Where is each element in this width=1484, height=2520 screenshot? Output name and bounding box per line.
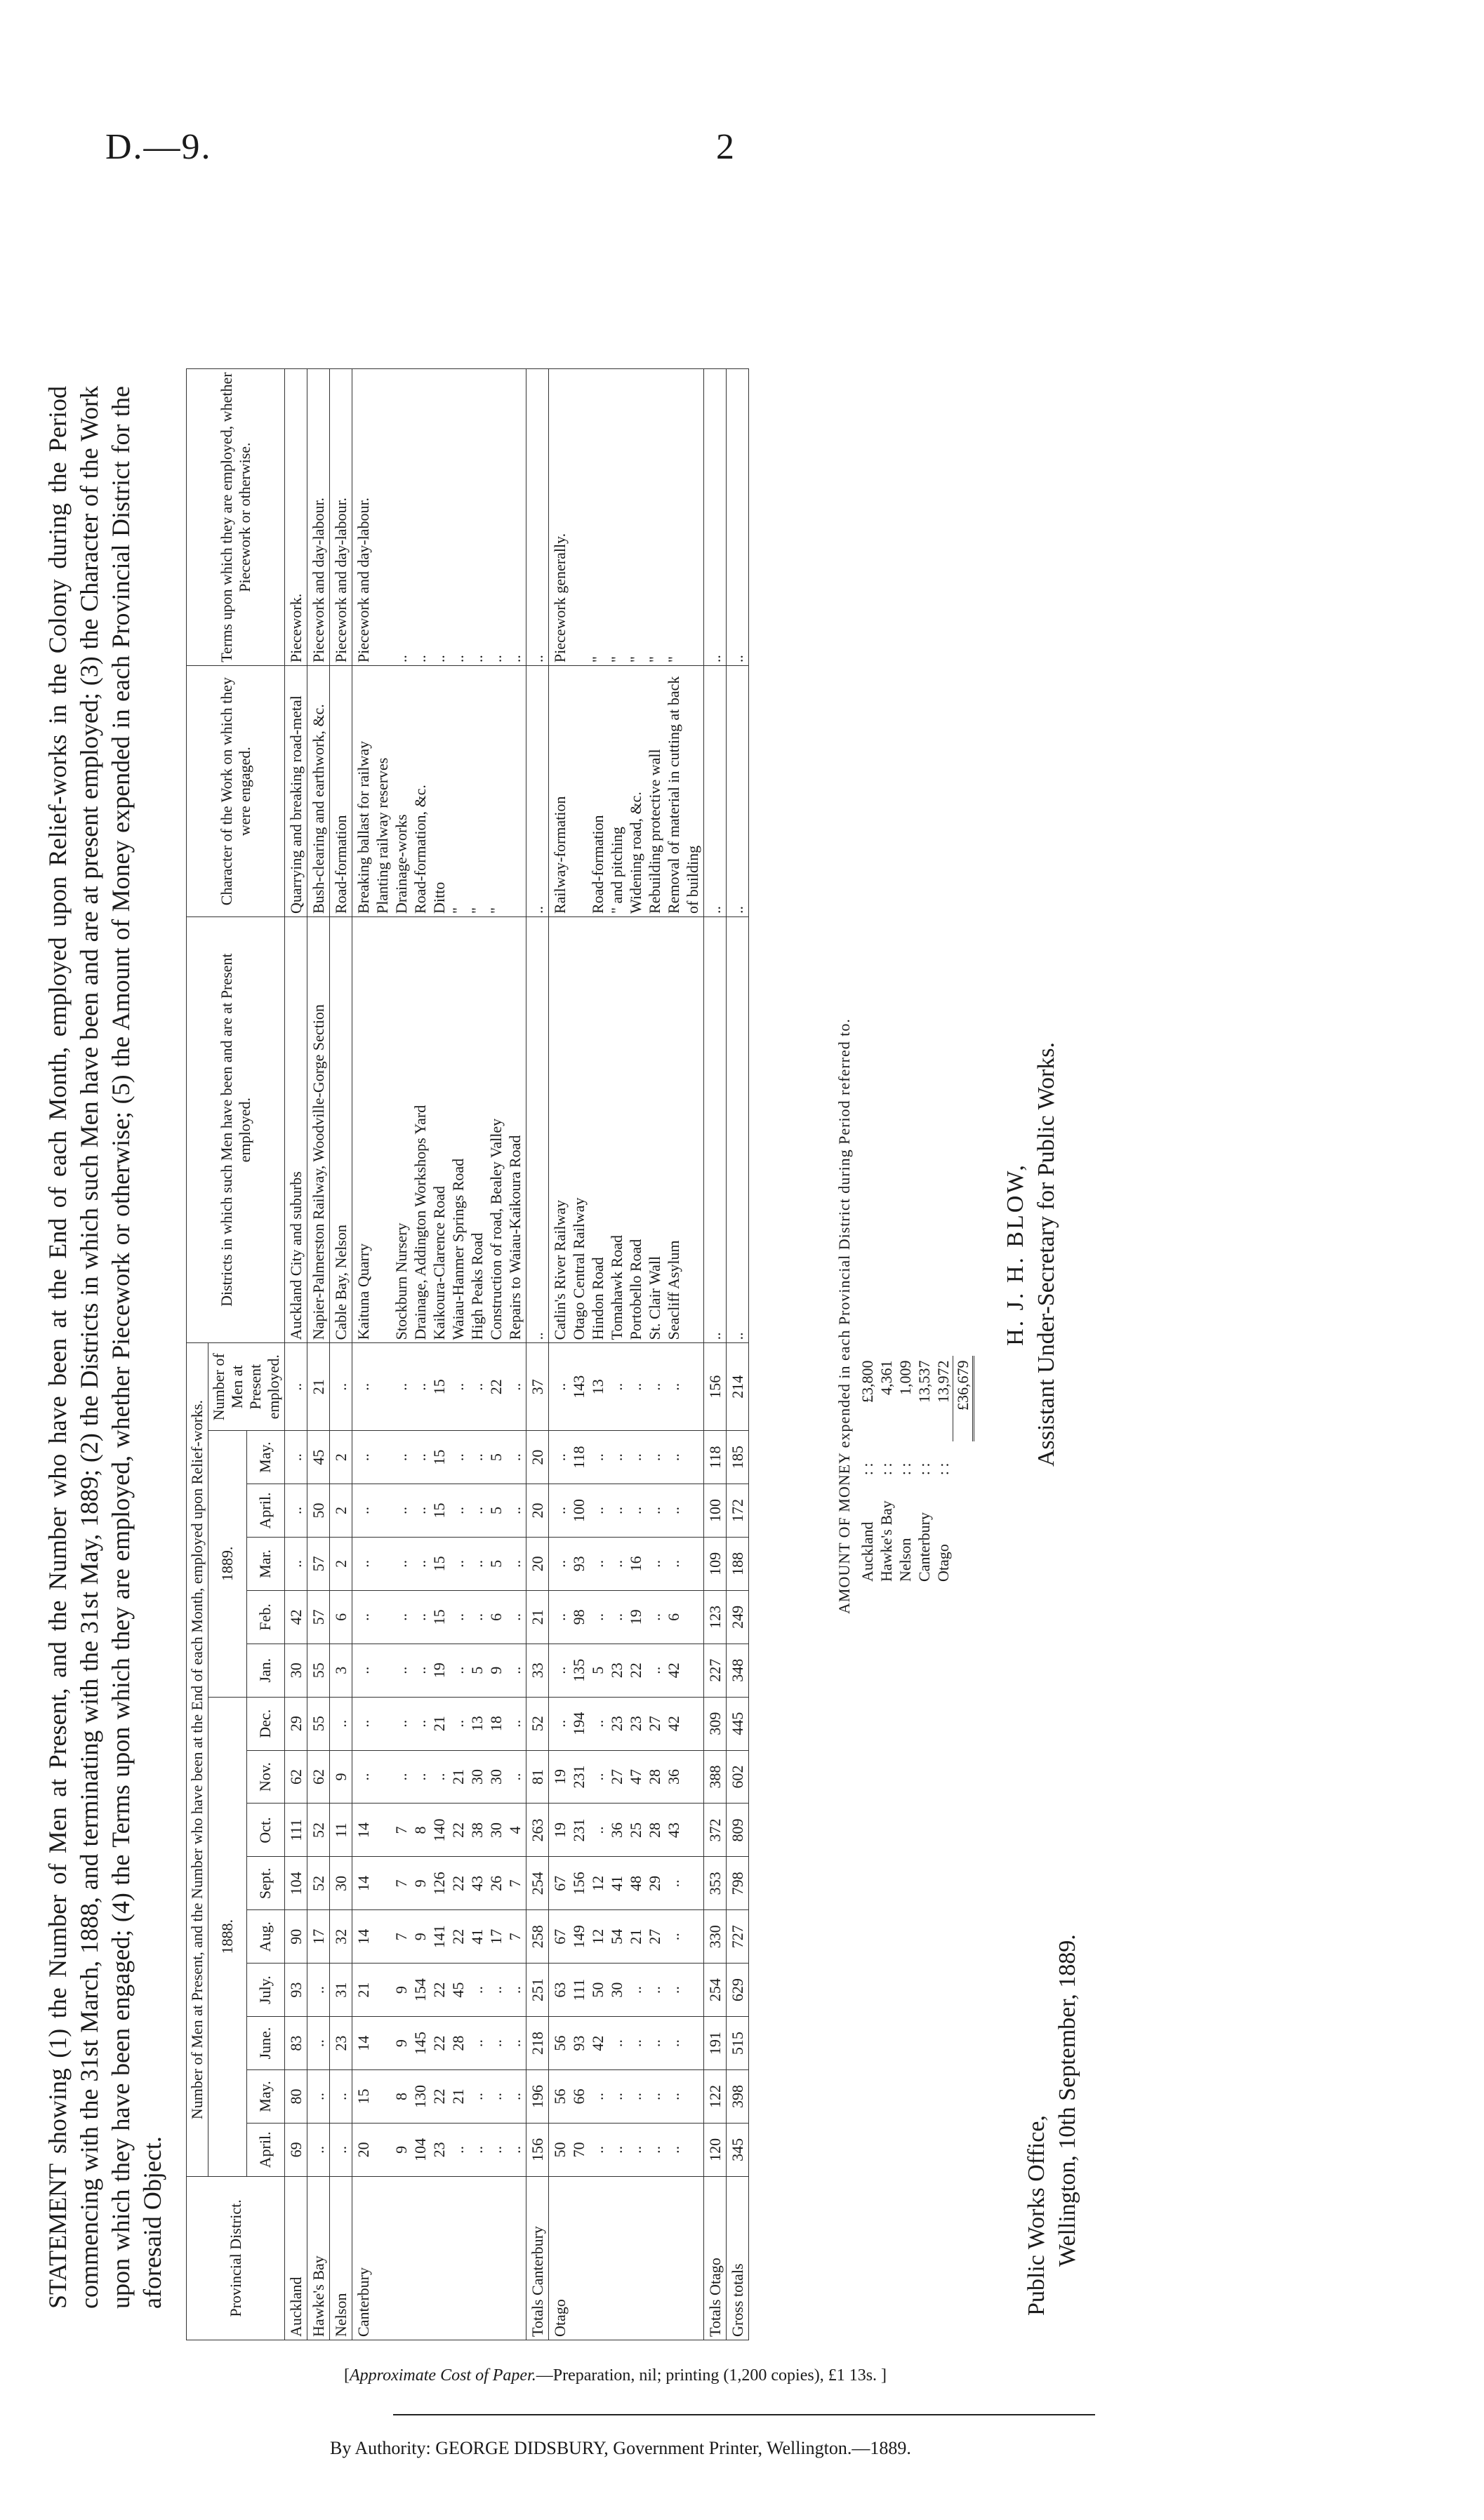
col-header-districts: Districts in which such Men have been and are at Present employed.	[187, 917, 285, 1343]
cell-month-count: 191	[704, 2017, 727, 2070]
cell-provincial: Canterbury	[352, 2176, 526, 2340]
cell-character: ..	[526, 666, 549, 917]
cell-month-count: 2	[330, 1537, 352, 1590]
cell-terms: Piecework generally. " " " " "	[549, 369, 704, 666]
cell-month-count: 56 66 .. .. .. .. ..	[549, 2070, 704, 2124]
cell-month-count: .. 135 5 23 22 .. 42	[549, 1644, 704, 1697]
cell-character: ..	[727, 666, 749, 917]
office-line-1: Public Works Office,	[1023, 2115, 1049, 2316]
money-leader: : :	[877, 1462, 895, 1476]
cell-month-count: ..	[285, 1431, 307, 1484]
cell-month-count: 14 7 9 126 22 43 26 7	[352, 1857, 526, 1910]
cell-month-count: 19 231 .. 27 47 28 36	[549, 1750, 704, 1804]
cell-present: 214	[727, 1343, 749, 1431]
table-row	[285, 369, 307, 2340]
cell-month-count: .. 98 .. .. 19 .. 6	[549, 1590, 704, 1644]
cell-month-count: 798	[727, 1857, 749, 1910]
cell-month-count: ..	[307, 2123, 330, 2176]
cell-month-count: 67 149 12 54 21 27 ..	[549, 1910, 704, 1964]
cell-month-count: 345	[727, 2123, 749, 2176]
cell-month-count: 185	[727, 1431, 749, 1484]
money-district: Nelson	[896, 1538, 914, 1582]
office-line-2: Wellington, 10th September, 1889.	[1054, 1934, 1080, 2267]
cell-month-count: 254	[526, 1857, 549, 1910]
cell-month-count: 29	[285, 1697, 307, 1750]
money-district: Canterbury	[915, 1512, 933, 1582]
cell-month-count: 118	[704, 1431, 727, 1484]
cell-month-count: 2	[330, 1431, 352, 1484]
col-header-month: Dec.	[246, 1697, 285, 1750]
cell-month-count: .. .. .. 15 .. .. 5 ..	[352, 1484, 526, 1538]
printer-imprint: By Authority: GEORGE DIDSBURY, Government Printer, Wellington.—1889.	[330, 2438, 911, 2458]
cell-district: Catlin's River Railway Otago Central Railway Hindon Road Tomahawk Road Portobello Road St. Clair Wall Seacliff Asylum	[549, 917, 704, 1343]
cell-district: Napier-Palmerston Railway, Woodville-Gorge Section	[307, 917, 330, 1343]
col-header-year-1888: 1888.	[208, 1697, 247, 2176]
cell-month-count: 30	[285, 1644, 307, 1697]
rotated-statement	[42, 211, 1179, 2400]
cell-month-count: 52	[307, 1804, 330, 1857]
money-row	[896, 1356, 915, 1586]
cell-month-count: 21	[526, 1590, 549, 1644]
cell-month-count: .. .. .. 21 .. 13 18 ..	[352, 1697, 526, 1750]
cell-present: ..	[330, 1343, 352, 1431]
col-header-month: Aug.	[246, 1910, 285, 1964]
cell-terms: ..	[704, 369, 727, 666]
cell-month-count: 57	[307, 1537, 330, 1590]
cell-month-count: 31	[330, 1964, 352, 2017]
cell-month-count: 330	[704, 1910, 727, 1964]
cell-month-count: 172	[727, 1484, 749, 1538]
cell-month-count: 602	[727, 1750, 749, 1804]
cell-month-count: 55	[307, 1697, 330, 1750]
money-expended	[835, 1018, 974, 1614]
money-amount: 4,361	[877, 1360, 895, 1395]
cell-month-count: 15 8 130 22 21 .. .. ..	[352, 2070, 526, 2124]
cell-month-count: 55	[307, 1644, 330, 1697]
col-header-year-1889: 1889.	[208, 1431, 247, 1698]
cell-month-count: 32	[330, 1910, 352, 1964]
cell-month-count: 90	[285, 1910, 307, 1964]
cell-character: Road-formation	[330, 666, 352, 917]
cell-month-count: 251	[526, 1964, 549, 2017]
cell-month-count: .. .. .. 15 .. .. 6 ..	[352, 1590, 526, 1644]
cell-month-count: .. .. .. 19 .. 5 9 ..	[352, 1644, 526, 1697]
money-heading: AMOUNT OF MONEY expended in each Provincial District during Period referred to.	[835, 1018, 853, 1614]
cell-month-count: 388	[704, 1750, 727, 1804]
signatory-title: Assistant Under-Secretary for Public Works.	[1033, 1042, 1059, 1467]
cell-month-count: 227	[704, 1644, 727, 1697]
cell-month-count: 50	[307, 1484, 330, 1538]
cell-month-count: 50 70 .. .. .. .. ..	[549, 2123, 704, 2176]
money-table	[858, 1356, 974, 1586]
signatory-name: H. J. H. BLOW,	[1002, 1163, 1028, 1346]
money-row	[934, 1356, 953, 1586]
table-row	[307, 369, 330, 2340]
cell-month-count: .. 118 .. .. .. .. ..	[549, 1431, 704, 1484]
money-row	[877, 1356, 896, 1586]
cell-district: ..	[526, 917, 549, 1343]
cell-provincial: Otago	[549, 2176, 704, 2340]
col-header-month: Nov.	[246, 1750, 285, 1804]
cell-month-count: 372	[704, 1804, 727, 1857]
cell-month-count: 629	[727, 1964, 749, 2017]
cell-month-count: 2	[330, 1484, 352, 1538]
cell-character: ..	[704, 666, 727, 917]
money-total: £36,679	[953, 1356, 974, 1441]
cell-present: 37	[526, 1343, 549, 1431]
page-number: 2	[716, 127, 734, 167]
cell-terms: Piecework and day-labour. .. .. .. .. .. .. ..	[352, 369, 526, 666]
cell-month-count: .. 194 .. 23 23 27 42	[549, 1697, 704, 1750]
money-leader: : :	[896, 1462, 914, 1476]
approx-cost-text: —Preparation, nil; printing (1,200 copies), £1 13s.	[536, 2366, 877, 2385]
cell-month-count: .. 93 .. .. 16 .. ..	[549, 1537, 704, 1590]
cell-provincial: Hawke's Bay	[307, 2176, 330, 2340]
table-row	[549, 369, 704, 2340]
col-header-character: Character of the Work on which they were engaged.	[187, 666, 285, 917]
cell-month-count: .. .. .. 15 .. .. 5 ..	[352, 1431, 526, 1484]
money-total-row	[953, 1356, 974, 1586]
footer-rule	[393, 2414, 1095, 2415]
cell-month-count: 104	[285, 1857, 307, 1910]
col-header-provincial: Provincial District.	[187, 2176, 285, 2340]
cell-month-count: 52	[307, 1857, 330, 1910]
cell-character: Quarrying and breaking road-metal	[285, 666, 307, 917]
money-leader: : :	[934, 1462, 953, 1476]
cell-month-count: 445	[727, 1697, 749, 1750]
money-district: Auckland	[859, 1521, 876, 1582]
cell-month-count: .. .. .. 15 .. .. 5 ..	[352, 1537, 526, 1590]
col-header-month: April.	[246, 1484, 285, 1538]
cell-month-count: 809	[727, 1804, 749, 1857]
table-row	[704, 369, 727, 2340]
table-row	[352, 369, 526, 2340]
cell-character: Railway-formation Road-formation " and pitching Widening road, &c. Rebuilding protective wall Removal of material in cutting at back of building	[549, 666, 704, 917]
cell-month-count: ..	[285, 1484, 307, 1538]
cell-month-count: ..	[330, 2070, 352, 2124]
col-header-month: Jan.	[246, 1644, 285, 1697]
cell-terms: ..	[727, 369, 749, 666]
cell-month-count: 727	[727, 1910, 749, 1964]
cell-month-count: 14 7 9 141 22 41 17 7	[352, 1910, 526, 1964]
cell-month-count: 515	[727, 2017, 749, 2070]
cell-month-count: 188	[727, 1537, 749, 1590]
cell-month-count: 52	[526, 1697, 549, 1750]
col-header-months-group: Number of Men at Present, and the Number who have been at the End of each Month, employed upon Relief-works.	[187, 1343, 208, 2177]
signature-block	[1000, 1042, 1062, 1467]
cell-month-count: .. .. .. .. 21 30 30 ..	[352, 1750, 526, 1804]
statement-title: STATEMENT showing (1) the Number of Men at Present, and the Number who have been at the End of each Month, employed upon Relief-works in the Colony during the Period commencing with the 31st March, 1888, and terminating with the 31st May, 1889; (2) the Districts in which such Men have been and are at present employed; (3) the Character of the Work upon which they have been engaged; (4) the Terms upon which they are employed, whether Piecework or otherwise; (5) the Amount of Money expended in each Provincial District for the aforesaid Object.	[44, 386, 166, 2309]
money-amount: £3,800	[859, 1360, 876, 1403]
approx-cost-note: [Approximate Cost of Paper.—Preparation, nil; printing (1,200 copies), £1 13s. ]	[344, 2366, 887, 2385]
cell-month-count: 309	[704, 1697, 727, 1750]
money-row	[858, 1356, 877, 1586]
cell-month-count: 156	[526, 2123, 549, 2176]
cell-month-count: 353	[704, 1857, 727, 1910]
cell-present: ..	[285, 1343, 307, 1431]
cell-district: Kaituna Quarry Stockburn Nursery Drainage, Addington Workshops Yard Kaikoura-Clarence Road Waiau-Hanmer Springs Road High Peaks Road Construction of road, Bealey Valley Repairs to Waiau-Kaikoura Road	[352, 917, 526, 1343]
cell-month-count: 122	[704, 2070, 727, 2124]
cell-month-count: 218	[526, 2017, 549, 2070]
cell-terms: Piecework and day-labour.	[307, 369, 330, 666]
cell-provincial: Nelson	[330, 2176, 352, 2340]
cell-month-count: .. 100 .. .. .. .. ..	[549, 1484, 704, 1538]
cell-month-count: 63 111 50 30 .. .. ..	[549, 1964, 704, 2017]
money-amount: 1,009	[896, 1360, 914, 1395]
cell-month-count: 20	[526, 1537, 549, 1590]
cell-month-count: ..	[330, 1697, 352, 1750]
col-header-month: May.	[246, 1431, 285, 1484]
cell-provincial: Auckland	[285, 2176, 307, 2340]
cell-month-count: 20	[526, 1484, 549, 1538]
cell-month-count: 254	[704, 1964, 727, 2017]
cell-character: Bush-clearing and earthwork, &c.	[307, 666, 330, 917]
cell-month-count: 249	[727, 1590, 749, 1644]
col-header-month: April.	[246, 2123, 285, 2176]
table-row	[526, 369, 549, 2340]
cell-month-count: 19 231 .. 36 25 28 43	[549, 1804, 704, 1857]
cell-month-count: 20 9 104 23 .. .. .. ..	[352, 2123, 526, 2176]
approx-cost-label: Approximate Cost of Paper.	[350, 2366, 536, 2385]
cell-month-count: 81	[526, 1750, 549, 1804]
cell-month-count: 62	[285, 1750, 307, 1804]
cell-present: .. 143 13 .. .. .. ..	[549, 1343, 704, 1431]
col-header-month: Mar.	[246, 1537, 285, 1590]
cell-month-count: ..	[307, 1964, 330, 2017]
money-amount: 13,537	[915, 1360, 933, 1403]
cell-month-count: 100	[704, 1484, 727, 1538]
cell-month-count: 20	[526, 1431, 549, 1484]
cell-present: 156	[704, 1343, 727, 1431]
col-header-month: June.	[246, 2017, 285, 2070]
cell-month-count: 23	[330, 2017, 352, 2070]
cell-present: 21	[307, 1343, 330, 1431]
cell-month-count: 196	[526, 2070, 549, 2124]
cell-terms: Piecework.	[285, 369, 307, 666]
money-leader: : :	[859, 1462, 876, 1476]
cell-month-count: 258	[526, 1910, 549, 1964]
table-row	[727, 369, 749, 2340]
col-header-terms: Terms upon which they are employed, whether Piecework or otherwise.	[187, 369, 285, 666]
cell-month-count: 56 93 42 .. .. .. ..	[549, 2017, 704, 2070]
cell-month-count: 120	[704, 2123, 727, 2176]
cell-month-count: 9	[330, 1750, 352, 1804]
cell-month-count: 3	[330, 1644, 352, 1697]
cell-month-count: 348	[727, 1644, 749, 1697]
cell-month-count: 45	[307, 1431, 330, 1484]
cell-district: ..	[727, 917, 749, 1343]
cell-month-count: 111	[285, 1804, 307, 1857]
col-header-month: Feb.	[246, 1590, 285, 1644]
cell-character: Breaking ballast for railway Planting railway reserves Drainage-works Road-formation, &c. Ditto " " "	[352, 666, 526, 917]
cell-district: Auckland City and suburbs	[285, 917, 307, 1343]
cell-month-count: ..	[330, 2123, 352, 2176]
cell-month-count: ..	[307, 2017, 330, 2070]
money-leader: : :	[915, 1462, 933, 1476]
cell-month-count: 69	[285, 2123, 307, 2176]
col-header-month: May.	[246, 2070, 285, 2124]
cell-month-count: 57	[307, 1590, 330, 1644]
cell-present: .. .. .. 15 .. .. 22 ..	[352, 1343, 526, 1431]
cell-month-count: 93	[285, 1964, 307, 2017]
relief-works-table	[186, 368, 749, 2340]
office-address	[1021, 1934, 1083, 2316]
cell-month-count: 62	[307, 1750, 330, 1804]
document-reference: D.—9.	[105, 127, 212, 167]
money-district: Otago	[934, 1544, 953, 1582]
cell-month-count: 109	[704, 1537, 727, 1590]
money-amount: 13,972	[934, 1360, 952, 1403]
cell-month-count: 14 9 145 22 28 .. .. ..	[352, 2017, 526, 2070]
money-row	[915, 1356, 934, 1586]
cell-terms: ..	[526, 369, 549, 666]
col-header-month: Sept.	[246, 1857, 285, 1910]
cell-month-count: ..	[307, 2070, 330, 2124]
cell-month-count: 263	[526, 1804, 549, 1857]
cell-provincial: Gross totals	[727, 2176, 749, 2340]
col-header-month: July.	[246, 1964, 285, 2017]
cell-month-count: 67 156 12 41 48 29 ..	[549, 1857, 704, 1910]
cell-district: ..	[704, 917, 727, 1343]
cell-month-count: 11	[330, 1804, 352, 1857]
cell-month-count: 398	[727, 2070, 749, 2124]
cell-terms: Piecework and day-labour.	[330, 369, 352, 666]
cell-month-count: 17	[307, 1910, 330, 1964]
cell-month-count: 33	[526, 1644, 549, 1697]
cell-month-count: 80	[285, 2070, 307, 2124]
col-header-present: Number of Men at Present employed.	[208, 1343, 285, 1431]
cell-month-count: 30	[330, 1857, 352, 1910]
cell-month-count: ..	[285, 1537, 307, 1590]
cell-month-count: 42	[285, 1590, 307, 1644]
col-header-month: Oct.	[246, 1804, 285, 1857]
table-row	[330, 369, 352, 2340]
cell-month-count: 123	[704, 1590, 727, 1644]
cell-month-count: 83	[285, 2017, 307, 2070]
cell-month-count: 14 7 8 140 22 38 30 4	[352, 1804, 526, 1857]
cell-month-count: 6	[330, 1590, 352, 1644]
cell-provincial: Totals Otago	[704, 2176, 727, 2340]
cell-district: Cable Bay, Nelson	[330, 917, 352, 1343]
money-district: Hawke's Bay	[877, 1500, 895, 1582]
cell-month-count: 21 9 154 22 45 .. .. ..	[352, 1964, 526, 2017]
cell-provincial: Totals Canterbury	[526, 2176, 549, 2340]
